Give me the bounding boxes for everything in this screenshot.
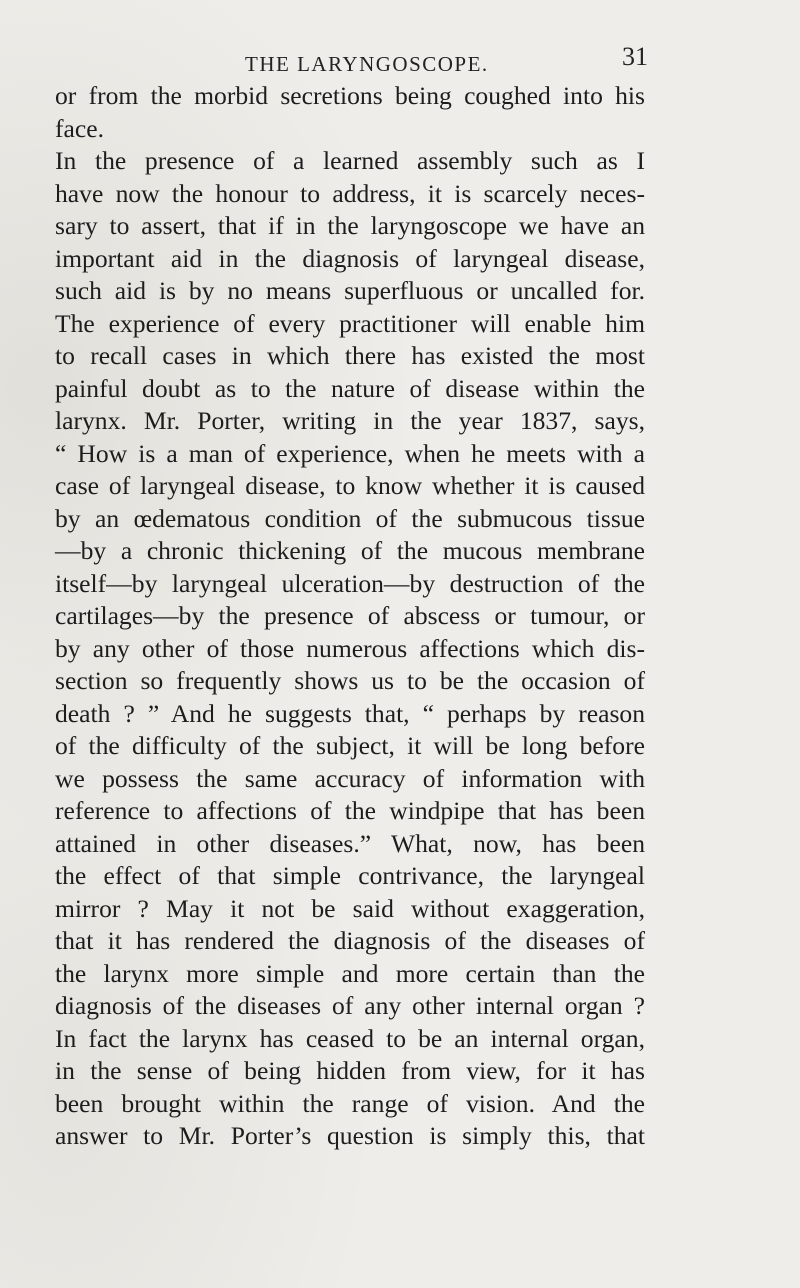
running-title: THE LARYNGOSCOPE. [245,52,489,76]
text-line: case of laryngeal disease, to know whether it is caused [55,471,645,500]
text-line: in the sense of being hidden from view, for it has [55,1056,645,1085]
text-line: In the presence of a learned assembly such as I [55,146,645,175]
text-line: the effect of that simple contrivance, the laryngeal [55,861,645,890]
text-line: section so frequently shows us to be the occasion of [55,666,645,695]
text-line: face. [55,113,105,143]
text-line: painful doubt as to the nature of disease within the [55,373,645,403]
text-line: we possess the same accuracy of information with [55,763,645,793]
text-line: diagnosis of the diseases of any other internal organ ? [55,991,645,1020]
text-line: by any other of those numerous affections which dis- [55,633,645,663]
text-line: death ? ” And he suggests that, “ perhaps by reason [55,698,645,728]
page-number: 31 [622,42,648,71]
text-line: —by a chronic thickening of the mucous membrane [55,536,645,565]
text-line: that it has rendered the diagnosis of the diseases of [55,926,645,955]
text-line: sary to assert, that if in the laryngoscope we have an [55,211,645,240]
text-line: been brought within the range of vision. And the [55,1088,645,1118]
text-line: of the difficulty of the subject, it will be long before [55,731,645,760]
text-line: attained in other diseases.” What, now, has been [55,828,645,858]
text-line: cartilages—by the presence of abscess or tumour, or [55,601,645,630]
text-line: the larynx more simple and more certain than the [55,958,645,988]
running-head [0,38,800,78]
text-line: to recall cases in which there has existed the most [55,341,645,370]
text-line: In fact the larynx has ceased to be an internal organ, [55,1023,645,1053]
text-line: have now the honour to address, it is scarcely neces- [55,178,645,208]
body-text [55,80,645,1153]
text-line: by an œdematous condition of the submucous tissue [55,503,645,533]
text-line: larynx. Mr. Porter, writing in the year 1837, says, [55,406,645,435]
text-line: such aid is by no means superfluous or uncalled for. [55,276,645,305]
text-line: “ How is a man of experience, when he meets with a [55,438,645,468]
text-line: mirror ? May it not be said without exaggeration, [55,893,645,923]
text-line: or from the morbid secretions being coughed into his [55,81,645,110]
text-line: reference to affections of the windpipe that has been [55,796,645,825]
text-line: itself—by laryngeal ulceration—by destruction of the [55,568,645,598]
text-line: answer to Mr. Porter’s question is simply this, that [55,1121,645,1150]
text-line: The experience of every practitioner will enable him [55,308,645,338]
text-line: important aid in the diagnosis of laryngeal disease, [55,243,645,273]
